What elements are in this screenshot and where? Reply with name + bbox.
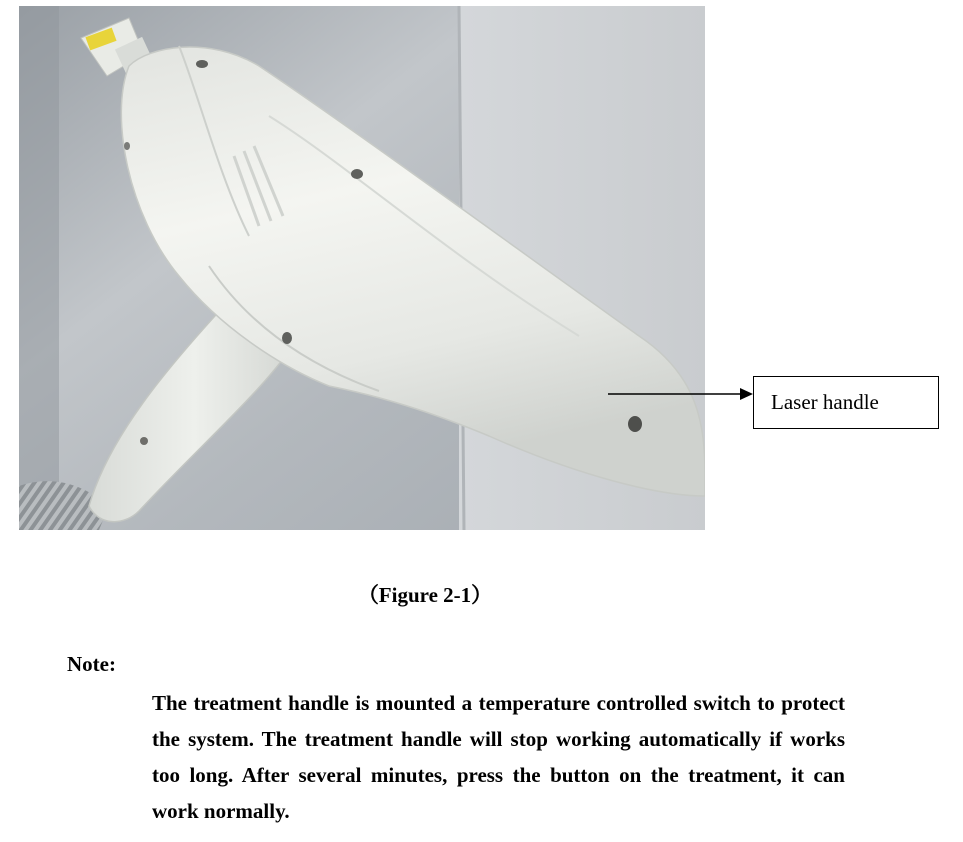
laser-handle-callout xyxy=(753,376,939,429)
note-body: The treatment handle is mounted a temperature controlled switch to protect the system. The treatment handle will stop working automatically if works too long. After several minutes, press the button on the treatment, it can work normally. xyxy=(152,691,845,823)
callout-label: Laser handle xyxy=(771,390,879,414)
laser-handle-photo xyxy=(19,6,705,530)
figure-caption: （Figure 2-1） xyxy=(357,583,493,607)
note-label: Note: xyxy=(67,652,116,676)
callout-arrow xyxy=(600,380,760,410)
